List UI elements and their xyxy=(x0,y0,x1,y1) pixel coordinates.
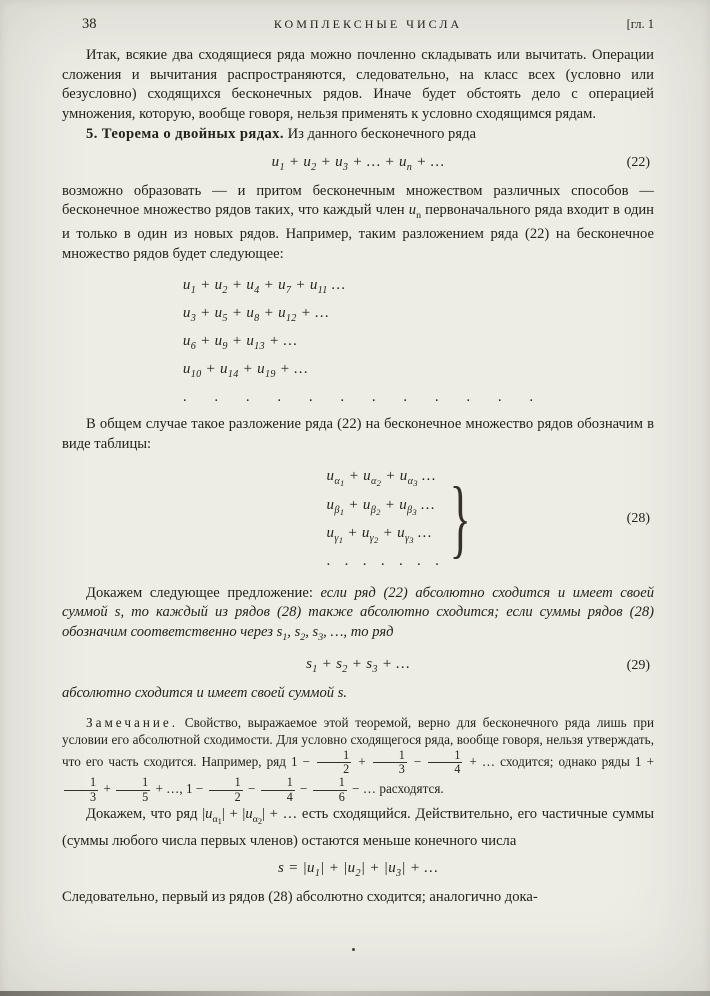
series-row-2: $u_3 + u_5 + u_8 + u_{12}$ + … xyxy=(182,305,329,325)
series-row-3: $u_6 + u_9 + u_{13}$ + … xyxy=(182,333,298,353)
equation-28-row-gamma: $u_{\gamma_1} + u_{\gamma_2} + u_{\gamma_3}$ … xyxy=(326,524,432,545)
paragraph-section5 xyxy=(62,125,654,145)
equation-sum-s-formula: $s = |u_1| + |u_2| + |u_3|$ + … xyxy=(277,860,439,880)
paragraph-general-case: В общем случае такое разложение ряда (22) на бесконечное множество рядов обозначим в виде таблицы: xyxy=(62,416,654,452)
section5-intro: Из данного бесконечного ряда xyxy=(283,126,476,142)
equation-28 xyxy=(62,466,654,571)
equation-29-number: (29) xyxy=(626,657,650,673)
right-brace: } xyxy=(449,470,471,568)
paragraph-remark xyxy=(62,714,654,804)
series-row-1: $u_1 + u_2 + u_4 + u_7 + u_{11}$ … xyxy=(182,277,346,297)
remark-text: Свойство, выражаемое этой теоремой, верно для бесконечного ряда лишь при условии его абсолютной сходимости. Для условно сходящегося ряда, вообще говоря, нельзя утверждать, что его часть сходится. Например, ряд 1 − $\frac{1}{2}$ + $\frac{1}{3}$ − $\frac{1}{4}$ + … сходится; однако ряды 1 + $\frac{1}{3}$ + $\frac{1}{5}$ + …, 1 − $\frac{1}{2}$ − $\frac{1}{4}$ − $\frac{1}{6}$ − … расходятся. xyxy=(62,714,655,804)
paragraph-theorem xyxy=(62,584,654,647)
equation-22-number: (22) xyxy=(626,155,650,170)
equation-28-row-beta: $u_{\beta_1} + u_{\beta_2} + u_{\beta_3}$ … xyxy=(326,496,435,517)
equation-28-row-alpha: $u_{\alpha_1} + u_{\alpha_2} + u_{\alpha_3}$ … xyxy=(326,468,436,489)
equation-22 xyxy=(62,154,654,173)
theorem-lead: Докажем следующее предложение: xyxy=(86,584,321,601)
page-header xyxy=(62,16,654,33)
equation-29-formula: $s_1 + s_2 + s_3$ + … xyxy=(306,656,410,676)
equation-sum-s xyxy=(62,860,654,879)
paragraph-theorem-tail: абсолютно сходится и имеет своей суммой s. xyxy=(62,685,348,702)
paragraph-intro: Итак, всякие два сходящиеся ряда можно почленно складывать или вычитать. Операции сложения и вычитания распространяются, следовательно, на класс всех (условно или безусловно) сходящихся бесконечных рядов. Иначе будет обстоять дело с операцией умножения, которую, вообще говоря, нельзя применять к условно сходящимся рядам. xyxy=(62,47,654,122)
equation-28-group xyxy=(327,466,482,571)
paragraph-decomposition: возможно образовать — и притом бесконечным множеством различных способов — бесконечное множество рядов таких, что каждый член $u_n$ первоначального ряда входит в один и только в один из новых рядов. Например, таким разложением ряда (22) на бесконечное множество рядов будет следующее: xyxy=(62,182,654,262)
equation-28-ellipsis-row: . . . . . . . xyxy=(326,552,440,569)
series-decomposition-block xyxy=(183,274,533,409)
page-number: 38 xyxy=(82,16,97,32)
paragraph-proof: Докажем, что ряд $|u_{\alpha_1}| + |u_{\alpha_2}|$ + … есть сходящийся. Действительно, его частичные суммы (суммы любого числа первых членов) остаются меньше конечного числа xyxy=(62,806,654,849)
series-row-4: $u_{10} + u_{14} + u_{19}$ + … xyxy=(182,361,308,381)
paragraph-conclusion: Следовательно, первый из рядов (28) абсолютно сходится; аналогично дока- xyxy=(62,889,538,906)
scan-speck xyxy=(352,948,355,951)
chapter-ref: [гл. 1 xyxy=(626,17,654,31)
theorem-statement: если ряд (22) абсолютно сходится и имеет своей суммой s, то каждый из рядов (28) также абсолютно сходится; если суммы рядов (28) обозначим соответственно через $s_1$, $s_2$, $s_3$, …, то ряд xyxy=(62,584,654,643)
equation-29 xyxy=(62,656,654,675)
remark-label: Замечание. xyxy=(86,714,179,730)
section5-heading: 5. Теорема о двойных рядах. xyxy=(86,126,284,142)
equation-28-rows xyxy=(327,466,440,571)
equation-22-formula: $u_1 + u_2 + u_3$ + … + $u_n$ + … xyxy=(271,153,445,173)
series-ellipsis-row: . . . . . . . . . . . . xyxy=(182,389,534,406)
running-title: КОМПЛЕКСНЫЕ ЧИСЛА xyxy=(273,17,463,31)
equation-28-number: (28) xyxy=(626,511,650,527)
